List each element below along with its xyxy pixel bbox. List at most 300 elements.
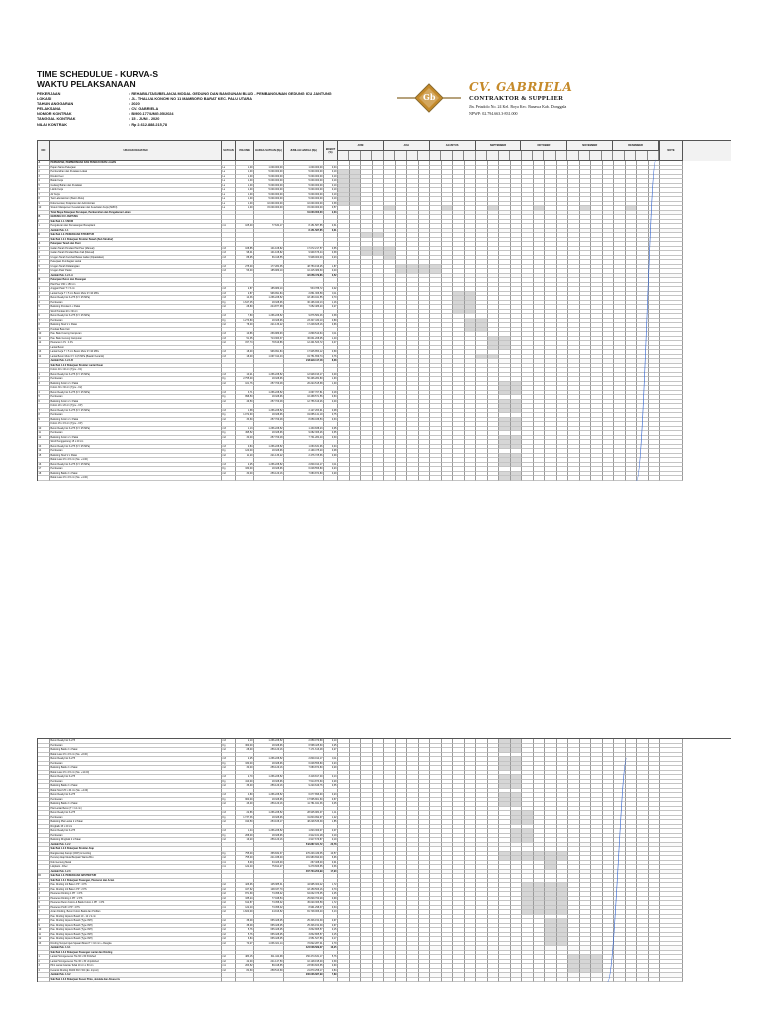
table-row bbox=[38, 978, 731, 983]
cell-total-price: 18.159.566,16 bbox=[284, 888, 324, 893]
cell-no: 13 bbox=[38, 445, 50, 450]
cell-weight: 2,45 bbox=[324, 892, 338, 897]
cell-total-price: 10.415.389,60 bbox=[284, 269, 324, 274]
cell-desc: Plesteran Dinding 1 PP : 2 PS bbox=[50, 897, 222, 902]
cell-desc: Balok Sloof 25 x 40 cm (Sle. +4.00) bbox=[50, 789, 222, 794]
cell-volume: 30,00 bbox=[236, 766, 254, 771]
cell-unit-price: 996.991,84 bbox=[254, 292, 284, 297]
cell-no: 6 bbox=[38, 400, 50, 405]
cell-unit-price: 18.328,96 bbox=[254, 377, 284, 382]
week-cell bbox=[636, 151, 647, 161]
schedule-cell bbox=[442, 476, 454, 481]
cell-weight: 0,70 bbox=[324, 888, 338, 893]
cell-total-price: 6.048.556,80 bbox=[284, 467, 324, 472]
cell-total-price: 2.861.366,59 bbox=[284, 292, 324, 297]
cell-unit: m2 bbox=[222, 969, 236, 974]
schedule-cell bbox=[591, 476, 603, 481]
cell-total-price: 267.408,00 bbox=[284, 861, 324, 866]
cell-unit-price: 1.266.228,52 bbox=[254, 793, 284, 798]
cell-no: 13 bbox=[38, 350, 50, 355]
cell-unit-price: 257.709,48 bbox=[254, 418, 284, 423]
cell-volume: 3,71 bbox=[236, 391, 254, 396]
cell-desc: Plat Lantai Beton (T = 12 cm) bbox=[50, 807, 222, 812]
cell-desc: Pembesian bbox=[50, 834, 222, 839]
cell-desc: Beton Readymix K-275 bbox=[50, 829, 222, 834]
cell-unit: m2 bbox=[222, 856, 236, 861]
month-cell: JULI bbox=[384, 141, 430, 151]
meta-value: : REHABILITASI/BELANJA MODAL GEDUNG DAN BANGUNAN BLUD - PEMBANGUNAN GEDUNG ICU JANTUNG bbox=[129, 92, 332, 96]
week-cell bbox=[349, 151, 360, 161]
cell-weight: 16,25 bbox=[324, 946, 338, 951]
cell-unit-price: 1.097.314,43 bbox=[254, 355, 284, 360]
cell-total-price: 81.748.066,40 bbox=[284, 910, 324, 915]
cell-volume: 38,09 bbox=[236, 924, 254, 929]
cell-weight: 0,97 bbox=[324, 919, 338, 924]
week-cell bbox=[441, 151, 452, 161]
cell-desc: Beton Readymix K-275 (fc'= 25 MPa) bbox=[50, 391, 222, 396]
cell-unit-price: 1.266.228,52 bbox=[254, 829, 284, 834]
cell-unit: m3 bbox=[222, 292, 236, 297]
cell-total-price: 4.697.707,81 bbox=[284, 391, 324, 396]
cell-desc: Balok Latei 15 x 15 cm (Sle. +12.00) bbox=[50, 771, 222, 776]
cell-desc: Beton Readymix K-275 bbox=[50, 775, 222, 780]
schedule-cell bbox=[545, 978, 557, 983]
cell-weight: 1,85 bbox=[324, 820, 338, 825]
cell-unit: m2 bbox=[222, 919, 236, 924]
cell-unit-price: 311.444,98 bbox=[254, 955, 284, 960]
month-cell: NOVEMBER bbox=[567, 141, 613, 151]
cell-total-price: 2.127.263,91 bbox=[284, 409, 324, 414]
cell-unit-price: 256.129,16 bbox=[254, 784, 284, 789]
cell-volume: 960,00 bbox=[236, 798, 254, 803]
cell-volume: 157,74 bbox=[236, 341, 254, 346]
cell-weight: 0,09 bbox=[324, 454, 338, 459]
cell-total-price: 1.000.000,00 bbox=[284, 166, 324, 171]
cell-volume: 6,84 bbox=[236, 937, 254, 942]
cell-desc: Sub Bab 1.2.1 Pekerjaan Struktur Bawah (Sub Struktur) bbox=[50, 238, 222, 243]
cell-unit-price: 18.328,96 bbox=[254, 395, 284, 400]
cell-volume bbox=[236, 476, 254, 481]
cell-unit: m2 bbox=[222, 883, 236, 888]
cell-unit: Ls bbox=[222, 193, 236, 198]
cell-weight: 2,79 bbox=[324, 942, 338, 947]
cell-desc: Pembesian bbox=[50, 319, 222, 324]
cell-no: 5 bbox=[38, 395, 50, 400]
cell-total-price: 7.731.284,40 bbox=[284, 436, 324, 441]
cell-weight: 0,47 bbox=[324, 341, 338, 346]
week-cell bbox=[372, 151, 383, 161]
cell-volume: 1,00 bbox=[236, 206, 254, 211]
cell-no: 7 bbox=[38, 409, 50, 414]
cell-no: 11 bbox=[38, 431, 50, 436]
cell-no: 2 bbox=[38, 292, 50, 297]
cell-unit: m3 bbox=[222, 332, 236, 337]
cell-total-price: 15.000.000,00 bbox=[284, 206, 324, 211]
schedule-cell bbox=[338, 476, 350, 481]
cell-unit: m3 bbox=[222, 829, 236, 834]
cell-total-price: 1.430.838,23 bbox=[284, 427, 324, 432]
schedule-table bbox=[37, 140, 731, 481]
cell-desc: Beton Readymix K-275 bbox=[50, 739, 222, 744]
month-cell: SEPTEMBER bbox=[476, 141, 522, 151]
cell-unit: Kg bbox=[222, 834, 236, 839]
meta-label: NOMOR KONTRAK bbox=[37, 112, 72, 117]
cell-volume: 755,00 bbox=[236, 852, 254, 857]
cell-volume: 275,00 bbox=[236, 265, 254, 270]
cell-unit: m3 bbox=[222, 296, 236, 301]
project-meta bbox=[37, 92, 397, 128]
cell-volume: 1,00 bbox=[236, 193, 254, 198]
cell-unit-price: 665.428,05 bbox=[254, 937, 284, 942]
meta-label: TAHUN ANGGARAN bbox=[37, 102, 74, 107]
cell-total-price: 4.551.527,86 bbox=[284, 937, 324, 942]
cell-volume: 2.755,00 bbox=[236, 377, 254, 382]
cell-volume: 268,00 bbox=[236, 834, 254, 839]
cell-total-price: 31.843.992,97 bbox=[284, 816, 324, 821]
cell-unit: Ls bbox=[222, 188, 236, 193]
cell-desc: Urugan Pasir Padat bbox=[50, 269, 222, 274]
cell-desc: Jumlah Pek. 1.3.2 bbox=[50, 973, 222, 978]
cell-desc: Pas. Dinding Gipsum Board (Type 09H) bbox=[50, 924, 222, 929]
cell-total-price: 30.196.040,13 bbox=[284, 301, 324, 306]
cell-weight: 0,07 bbox=[324, 829, 338, 834]
cell-total-price: 424.508.589,37 bbox=[284, 946, 324, 951]
cell-unit: m2 bbox=[222, 901, 236, 906]
cell-no: 3 bbox=[38, 175, 50, 180]
cell-weight: 0,35 bbox=[324, 784, 338, 789]
schedule-cell bbox=[603, 978, 615, 983]
meta-label: LOKASI bbox=[37, 97, 52, 102]
cell-total-price bbox=[284, 476, 324, 481]
meta-value: : 15 - JUNI - 2020 bbox=[129, 117, 160, 122]
cell-desc: Pekerjaan Beton dan Pasangan bbox=[50, 278, 222, 283]
cell-total-price: 72.822.287,01 bbox=[284, 942, 324, 947]
cell-unit: m1 bbox=[222, 906, 236, 911]
cell-volume: 168,85 bbox=[236, 247, 254, 252]
cell-volume: 2,25 bbox=[236, 757, 254, 762]
cell-unit-price: 18.328,96 bbox=[254, 319, 284, 324]
schedule-cell bbox=[350, 476, 362, 481]
cell-total-price: 150.474.631,17 bbox=[284, 955, 324, 960]
cell-desc: Plesteran Dinding 1 PP : 4 PS bbox=[50, 892, 222, 897]
cell-volume: 871,69 bbox=[236, 892, 254, 897]
cell-volume: 46,00 bbox=[236, 802, 254, 807]
cell-total-price: 533.788,72 bbox=[284, 287, 324, 292]
cell-weight: 0,15 bbox=[324, 933, 338, 938]
cell-no: 10 bbox=[38, 332, 50, 337]
cell-desc: Nok Genteng Metal bbox=[50, 861, 222, 866]
cell-unit: m2 bbox=[222, 418, 236, 423]
cell-unit-price: 1.266.228,52 bbox=[254, 757, 284, 762]
cell-weight: 0,04 bbox=[324, 445, 338, 450]
cell-total-price: 6.598.425,60 bbox=[284, 744, 324, 749]
cell-total-price bbox=[284, 978, 324, 983]
cell-desc: Kolom 40 x 40 cm (Type - K1) bbox=[50, 368, 222, 373]
cell-total-price: 9.909.676,44 bbox=[284, 251, 324, 256]
cell-volume: 51,35 bbox=[236, 337, 254, 342]
document-title: TIME SCHEDULUE - KURVA-S bbox=[37, 69, 159, 79]
cell-volume: 167,62 bbox=[236, 888, 254, 893]
cell-no: A bbox=[38, 242, 50, 247]
company-block bbox=[469, 80, 669, 116]
cell-unit: m3 bbox=[222, 775, 236, 780]
cell-weight: 0,31 bbox=[324, 229, 338, 234]
cell-desc: Beton Readymix K-275 (fc'= 25 MPa) bbox=[50, 373, 222, 378]
cell-unit: Kg bbox=[222, 319, 236, 324]
cell-desc: Lantai Beton bbox=[50, 346, 222, 351]
cell-weight: 0,63 bbox=[324, 395, 338, 400]
week-cell bbox=[453, 151, 464, 161]
schedule-cell bbox=[626, 978, 638, 983]
cell-unit: Kg bbox=[222, 395, 236, 400]
cell-weight: 0,75 bbox=[324, 413, 338, 418]
cell-weight: 0,19 bbox=[324, 170, 338, 175]
cell-desc: Pembesian bbox=[50, 377, 222, 382]
cell-desc: Bekisting Kolom 2 x Pakai bbox=[50, 418, 222, 423]
cell-desc: Pembesian bbox=[50, 413, 222, 418]
cell-weight: 1,16 bbox=[324, 301, 338, 306]
schedule-cell bbox=[384, 476, 396, 481]
cell-volume: 18,00 bbox=[236, 355, 254, 360]
cell-desc: Gudang Bahan dan Peralatan bbox=[50, 184, 222, 189]
cell-unit: m2 bbox=[222, 820, 236, 825]
cell-volume: 30,00 bbox=[236, 436, 254, 441]
cell-total-price: 23.563.603,65 bbox=[284, 964, 324, 969]
cell-volume: 18,00 bbox=[236, 350, 254, 355]
cell-total-price: 44.995.300,42 bbox=[284, 883, 324, 888]
cell-unit-price: 258.513,69 bbox=[254, 969, 284, 974]
schedule-cell bbox=[603, 476, 615, 481]
cell-desc: Urugan Tanah Didatangkan bbox=[50, 265, 222, 270]
schedule-cell bbox=[534, 978, 546, 983]
cell-weight: 0,35 bbox=[324, 431, 338, 436]
week-cell bbox=[590, 151, 601, 161]
cell-total-price: 7.052.486,20 bbox=[284, 305, 324, 310]
cell-unit-price: 256.129,16 bbox=[254, 838, 284, 843]
cell-unit: m2 bbox=[222, 305, 236, 310]
cell-volume: 5,76 bbox=[236, 928, 254, 933]
cell-no: 12 bbox=[38, 341, 50, 346]
cell-unit-price: 75.814,27 bbox=[254, 865, 284, 870]
cell-weight: 0,49 bbox=[324, 400, 338, 405]
cell-unit: Kg bbox=[222, 780, 236, 785]
cell-desc: Keramik Dinding 30x60 KM / WC (Ex. Import) bbox=[50, 969, 222, 974]
cell-desc: Bekisting Kolom 2 x Pakai bbox=[50, 382, 222, 387]
schedule-cell bbox=[465, 476, 477, 481]
schedule-cell bbox=[511, 476, 523, 481]
cell-unit-price bbox=[254, 476, 284, 481]
schedule-cell bbox=[649, 476, 661, 481]
cell-weight: 0,04 bbox=[324, 166, 338, 171]
cell-unit: m2 bbox=[222, 454, 236, 459]
cell-no: 2 bbox=[38, 960, 50, 965]
cell-desc: Bekisting Plat Lantai 2 x Pakai bbox=[50, 820, 222, 825]
cell-total-price: 7.514.873,60 bbox=[284, 780, 324, 785]
cell-weight: 0,99 bbox=[324, 897, 338, 902]
cell-unit: m1 bbox=[222, 224, 236, 229]
cell-volume: 11,20 bbox=[236, 454, 254, 459]
cell-no: B bbox=[38, 215, 50, 220]
cell-no: 11 bbox=[38, 337, 50, 342]
header-weight: BOBOT (%) bbox=[324, 141, 338, 161]
cell-desc: Bekisting Sloof 2 x Pakai bbox=[50, 454, 222, 459]
cell-unit: Ls bbox=[222, 166, 236, 171]
cell-weight: 0,19 bbox=[324, 834, 338, 839]
cell-unit-price: 241.147,50 bbox=[254, 960, 284, 965]
cell-no: 1 bbox=[38, 224, 50, 229]
cell-unit-price: 18.328,96 bbox=[254, 780, 284, 785]
cell-weight: 0,84 bbox=[324, 969, 338, 974]
cell-desc: Rangka Atap Kanopi (CNP) & Gording bbox=[50, 852, 222, 857]
cell-no: 13 bbox=[38, 942, 50, 947]
cell-volume: 101,76 bbox=[236, 382, 254, 387]
cell-no: 10 bbox=[38, 928, 50, 933]
schedule-cell bbox=[488, 978, 500, 983]
cell-total-price: 50.496.284,80 bbox=[284, 377, 324, 382]
cell-unit-price: 33.426,00 bbox=[254, 861, 284, 866]
cell-desc: Bekisting Balok 2 x Pakai bbox=[50, 802, 222, 807]
cell-total-price: 5.000.000,00 bbox=[284, 197, 324, 202]
cell-desc: Pembersihan dan Perataan Lokasi bbox=[50, 170, 222, 175]
cell-weight: 0,29 bbox=[324, 472, 338, 477]
cell-unit: m3 bbox=[222, 247, 236, 252]
cell-unit-price: 73.458,32 bbox=[254, 901, 284, 906]
cell-weight: 0,38 bbox=[324, 314, 338, 319]
cell-unit: m2 bbox=[222, 937, 236, 942]
cell-desc: Pembesian bbox=[50, 301, 222, 306]
cell-weight: 0,23 bbox=[324, 793, 338, 798]
header-desc: URAIAN KEGIATAN bbox=[50, 141, 222, 161]
cell-total-price: 5.000.000,00 bbox=[284, 170, 324, 175]
cell-unit: Ls bbox=[222, 184, 236, 189]
cell-no: 5 bbox=[38, 305, 50, 310]
cell-volume: 1,13 bbox=[236, 427, 254, 432]
schedule-cell bbox=[396, 978, 408, 983]
cell-volume: 1,00 bbox=[236, 202, 254, 207]
schedule-cell bbox=[568, 978, 580, 983]
cell-total-price: 25.346.154,39 bbox=[284, 919, 324, 924]
cell-no: 10 bbox=[38, 427, 50, 432]
cell-total-price: 92.058.479,86 bbox=[284, 274, 324, 279]
schedule-cell bbox=[511, 978, 523, 983]
cell-desc: Pas. Dinding Gipsum Board (Type 09H) bbox=[50, 928, 222, 933]
cell-desc: Kolom 20 x 20 cm (Type - KP) bbox=[50, 404, 222, 409]
schedule-cell bbox=[488, 476, 500, 481]
cell-unit: m2 bbox=[222, 382, 236, 387]
cell-total-price: 12.928.193,17 bbox=[284, 373, 324, 378]
cell-unit-price: 665.428,05 bbox=[254, 919, 284, 924]
cell-no: 9 bbox=[38, 924, 50, 929]
cell-total-price: 3.832.865,57 bbox=[284, 933, 324, 938]
cell-total-price: 5.000.000,00 bbox=[284, 179, 324, 184]
cell-weight: 0,19 bbox=[324, 838, 338, 843]
week-cell bbox=[579, 151, 590, 161]
document-subtitle: WAKTU PELAKSANAAN bbox=[37, 79, 136, 89]
cell-unit-price: 101.108,82 bbox=[254, 247, 284, 252]
cell-no: 17 bbox=[38, 467, 50, 472]
cell-weight: 0,11 bbox=[324, 332, 338, 337]
cell-unit: m3 bbox=[222, 337, 236, 342]
cell-volume: 330,00 bbox=[236, 467, 254, 472]
cell-unit-price: 78.619,86 bbox=[254, 341, 284, 346]
cell-unit: m2 bbox=[222, 400, 236, 405]
cell-unit: m3 bbox=[222, 427, 236, 432]
cell-weight: 0,66 bbox=[324, 323, 338, 328]
cell-weight: 0,89 bbox=[324, 319, 338, 324]
cell-total-price: 48.753.196,25 bbox=[284, 265, 324, 270]
cell-weight: 0,36 bbox=[324, 865, 338, 870]
cell-unit-price: 77.634,17 bbox=[254, 224, 284, 229]
cell-unit-price: 73.458,32 bbox=[254, 892, 284, 897]
cell-no bbox=[38, 978, 50, 983]
week-cell bbox=[522, 151, 533, 161]
cell-desc: Sistem Manajemen Keselamatan dan Kesehatan Kerja (SMK3) bbox=[50, 206, 222, 211]
cell-weight: 0,25 bbox=[324, 744, 338, 749]
cell-unit: Kg bbox=[222, 449, 236, 454]
cell-desc: Sub Bab 1.2. PEKERJAAN STRUKTUR bbox=[50, 233, 222, 238]
cell-desc: Plesteran 1 Pc : 4 Ps bbox=[50, 341, 222, 346]
cell-unit: Kg bbox=[222, 301, 236, 306]
cell-unit-price: 89.418,65 bbox=[254, 964, 284, 969]
week-cell bbox=[613, 151, 624, 161]
meta-value: : JL. THALUA KONCHI NO 11 MAMBORO BARAT KEC. PALU UTARA bbox=[129, 97, 253, 102]
cell-no: 18 bbox=[38, 472, 50, 477]
cell-weight: 0,19 bbox=[324, 193, 338, 198]
cell-no: 1 bbox=[38, 247, 50, 252]
cell-unit-price: 665.428,05 bbox=[254, 933, 284, 938]
cell-unit-price: 1.266.228,52 bbox=[254, 811, 284, 816]
cell-desc: PERSIAPAN, PEMBERSIHAN DAN PENGUKURAN LAHAN bbox=[50, 161, 222, 166]
cell-total-price: 181.983.690,00 bbox=[284, 856, 324, 861]
schedule-cell bbox=[396, 476, 408, 481]
header-months bbox=[338, 141, 660, 161]
cell-unit-price: 5.000.000,00 bbox=[254, 197, 284, 202]
cell-total-price: 8.151.587,85 bbox=[284, 229, 324, 234]
cell-desc: Beton Readymix K-275 (fc'= 25 MPa) bbox=[50, 463, 222, 468]
cell-desc: Sub Bab 1.3.3 Pekerjaan Kusen Pintu, Jendela dan Aksesoris bbox=[50, 978, 222, 983]
cell-volume: 483,15 bbox=[236, 955, 254, 960]
cell-weight: 0,29 bbox=[324, 780, 338, 785]
cell-volume: 28,00 bbox=[236, 748, 254, 753]
cell-desc: Pekerjaan Tanah dan Pasir bbox=[50, 242, 222, 247]
logo-text: Gb bbox=[423, 92, 436, 102]
cell-unit-price: 257.709,48 bbox=[254, 400, 284, 405]
cell-desc: Air Kerja bbox=[50, 193, 222, 198]
cell-no: 4 bbox=[38, 969, 50, 974]
cell-desc: Jumlah Pek. 1.1 bbox=[50, 229, 222, 234]
cell-unit-price: 18.328,96 bbox=[254, 449, 284, 454]
cell-total-price: 9.220.649,76 bbox=[284, 784, 324, 789]
cell-weight: 0,70 bbox=[324, 296, 338, 301]
cell-unit: Kg bbox=[222, 377, 236, 382]
cell-desc: Pas. Dinding Gipsum Board 10 - 12 x 9 cm bbox=[50, 915, 222, 920]
cell-desc: Beton Readymix K-275 (fc'= 25 MPa) bbox=[50, 296, 222, 301]
cell-desc: Acian Dinding, Beton Kolom Balok dan Profilan bbox=[50, 910, 222, 915]
cell-unit: m2 bbox=[222, 323, 236, 328]
meta-value: : B/900.177/UMG.05/2024 bbox=[129, 112, 174, 117]
cell-volume: 190,50 bbox=[236, 820, 254, 825]
cell-no: 2 bbox=[38, 251, 50, 256]
cell-unit: Kg bbox=[222, 816, 236, 821]
cell-volume: 2,87 bbox=[236, 292, 254, 297]
cell-desc: Dokumentasi, Pelaporan dan Administrasi bbox=[50, 202, 222, 207]
cell-no: 2 bbox=[38, 888, 50, 893]
cell-unit: m3 bbox=[222, 811, 236, 816]
cell-unit-price: 1.266.228,52 bbox=[254, 463, 284, 468]
cell-desc: Pas. Dinding 1/2 Bata 1 PP : 2 PS bbox=[50, 888, 222, 893]
cell-desc: Direksi Keet bbox=[50, 175, 222, 180]
cell-desc: Urugan Tanah Kembali Bekas Galian (Dipadatkan) bbox=[50, 256, 222, 261]
